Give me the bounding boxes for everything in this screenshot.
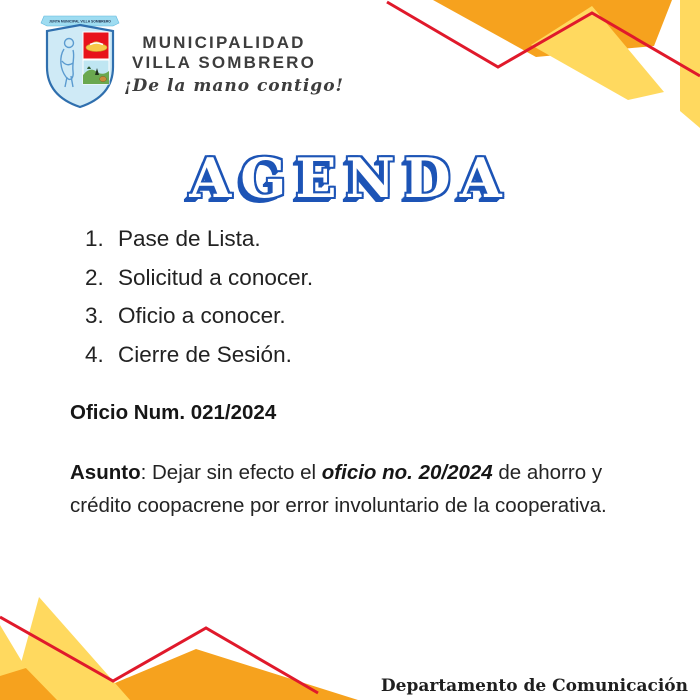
asunto-lead-text: : Dejar sin efecto el: [140, 461, 322, 484]
agenda-item-number: 4.: [85, 342, 104, 368]
agenda-item-number: 2.: [85, 264, 104, 290]
agenda-item-text: Cierre de Sesión.: [118, 342, 292, 368]
org-name-line1: MUNICIPALIDAD: [142, 33, 306, 52]
agenda-list: [85, 224, 313, 379]
agenda-item: [85, 224, 313, 254]
agenda-item-text: Oficio a conocer.: [118, 303, 286, 329]
asunto-label: Asunto: [70, 461, 141, 484]
crest-shield: [47, 25, 113, 107]
org-name-block: [124, 33, 344, 97]
crest-banner-text: JUNTA MUNICIPAL VILLA SOMBRERO: [49, 19, 111, 24]
org-name-line2: VILLA SOMBRERO: [131, 53, 317, 73]
oficio-number: Oficio Num. 021/2024: [70, 401, 277, 424]
agenda-item: [85, 301, 313, 331]
agenda-item-number: 1.: [85, 226, 104, 251]
agenda-item-text: Solicitud a conocer.: [118, 264, 314, 290]
agenda-item-number: 3.: [85, 303, 104, 329]
page-title: AGENDA: [189, 146, 511, 210]
asunto-paragraph: [70, 457, 648, 523]
crest-landscape-quadrant: [83, 60, 109, 84]
org-tagline: ¡De la mano contigo!: [124, 76, 344, 97]
asunto-trail-text: de ahorro y crédito coopacrene por error involuntario de la cooperativa.: [70, 461, 607, 517]
agenda-item-text: Pase de Lista.: [118, 226, 261, 251]
agenda-item: [85, 340, 313, 370]
asunto-oficio-reference: oficio no. 20/2024: [321, 461, 493, 484]
municipality-crest-logo: [40, 13, 120, 109]
agenda-item: [85, 263, 313, 293]
crest-hat-quadrant: [83, 32, 109, 59]
footer-department: Departamento de Comunicación: [380, 676, 688, 696]
